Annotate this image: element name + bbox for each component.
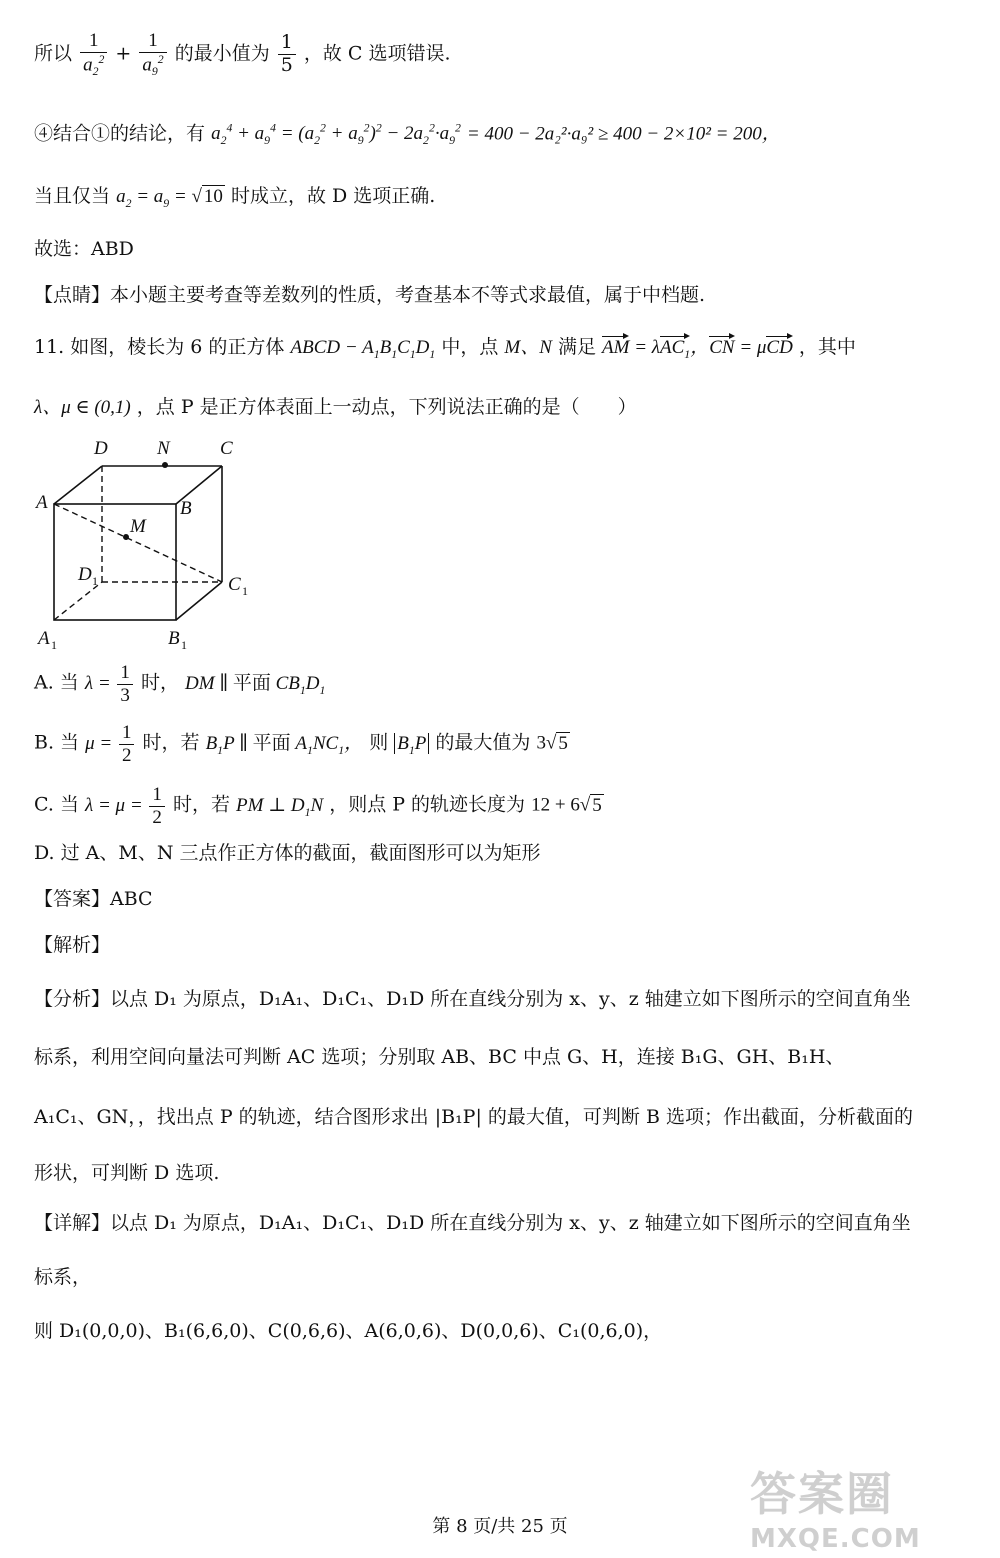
cube-figure bbox=[34, 432, 264, 654]
line-item4 bbox=[34, 122, 781, 148]
lambda-mu-range: λ、μ ∈ (0,1) bbox=[34, 397, 131, 418]
stem-part2: 中，点 bbox=[441, 336, 499, 358]
option-C-value: 12 + 6√ 5 bbox=[531, 794, 602, 816]
option-A-tail: 时， bbox=[140, 671, 179, 694]
analysis-line1: 【分析】以点 D₁ 为原点，D₁A₁、D₁C₁、D₁D 所在直线分别为 x、y、z 轴建立如下图所示的空间直角坐 bbox=[34, 988, 911, 1010]
option-D: D. 过 A、M、N 三点作正方体的截面，截面图形可以为矩形 bbox=[34, 842, 541, 864]
text-middle: 的最小值为 bbox=[174, 42, 270, 65]
label-M: M bbox=[130, 516, 146, 537]
point-M bbox=[123, 534, 129, 540]
edge-AD bbox=[54, 466, 102, 504]
line-condition bbox=[34, 185, 435, 211]
option-A-cond: λ = $\frac{1}{3}$ bbox=[85, 673, 135, 694]
option-B-abs: $B_1P$ bbox=[394, 733, 429, 754]
item4-label: ④结合①的结论，有 bbox=[34, 122, 206, 145]
stem-part1: 11. 如图，棱长为 6 的正方体 bbox=[34, 336, 285, 358]
item4-lhs: $a_2^4 + a_9^4 = (a_2^2 + a_9^2)^2 - 2a_2^2\cdot a_9^2$ bbox=[211, 122, 461, 148]
label-C1-sub: 1 bbox=[242, 584, 248, 598]
answer-line: 【答案】ABC bbox=[34, 888, 153, 910]
fraction-one-fifth: $\frac{1}{5}$ bbox=[278, 32, 296, 77]
option-B bbox=[34, 722, 570, 767]
label-B1: B bbox=[168, 628, 180, 649]
option-B-tail3: 的最大值为 bbox=[435, 731, 531, 754]
problem11-stem-line2 bbox=[34, 396, 637, 420]
analysis-line2: 标系，利用空间向量法可判断 AC 选项；分别取 AB、BC 中点 G、H，连接 B₁G、GH、B₁H、 bbox=[34, 1046, 845, 1068]
problem11-stem-line1 bbox=[34, 336, 856, 362]
condition-prefix: 当且仅当 bbox=[34, 185, 111, 207]
option-C-prefix: C. 当 bbox=[34, 793, 79, 816]
label-A: A bbox=[36, 492, 48, 513]
watermark-logo bbox=[750, 1458, 990, 1554]
label-A1: A bbox=[38, 628, 50, 649]
detail-line1: 【详解】以点 D₁ 为原点，D₁A₁、D₁C₁、D₁D 所在直线分别为 x、y、z 轴建立如下图所示的空间直角坐 bbox=[34, 1212, 911, 1234]
point-N bbox=[162, 462, 168, 468]
label-C1: C bbox=[228, 574, 241, 595]
label-B1-sub: 1 bbox=[181, 638, 187, 652]
option-C-cond: λ = μ = $\frac{1}{2}$ bbox=[85, 795, 167, 816]
label-D1-sub: 1 bbox=[92, 574, 98, 588]
option-B-plane: $B_1P$ ∥ 平面 $A_1NC_1$， bbox=[205, 732, 364, 757]
option-B-cond: μ = $\frac{1}{2}$ bbox=[85, 733, 136, 754]
label-A1-sub: 1 bbox=[51, 638, 57, 652]
analysis-line4: 形状，可判断 D 选项. bbox=[34, 1162, 220, 1184]
text-suffix: ，故 C 选项错误. bbox=[303, 42, 451, 65]
points-mn: M、N bbox=[504, 337, 552, 358]
label-C: C bbox=[220, 438, 233, 459]
cube-name: ABCD − $A_1B_1C_1D_1$ bbox=[290, 337, 436, 361]
page-footer: 第 8 页/共 25 页 bbox=[432, 1516, 568, 1537]
condition-suffix: 时成立，故 D 选项正确. bbox=[230, 185, 436, 207]
option-B-tail2: 则 bbox=[369, 731, 389, 754]
label-N: N bbox=[157, 438, 170, 459]
front-face bbox=[54, 504, 176, 620]
detail-line2: 标系， bbox=[34, 1266, 92, 1288]
option-C bbox=[34, 784, 604, 829]
edge-B1C1 bbox=[176, 582, 222, 620]
analysis-line3: A₁C₁、GN，，找出点 P 的轨迹，结合图形求出 |B₁P| 的最大值，可判断 B 选项；作出截面，分析截面的 bbox=[34, 1106, 913, 1128]
option-A-math: DM ∥ 平面 $CB_1D_1$ bbox=[185, 672, 326, 697]
stem-line2-text: ，点 P 是正方体表面上一动点，下列说法正确的是（ ） bbox=[136, 396, 637, 418]
fraction-1-over-a9sq: $\frac{1}{a_9^2}$ bbox=[139, 30, 166, 79]
option-B-value: 3√ 5 bbox=[536, 732, 568, 754]
option-C-tail2: ，则点 P 的轨迹长度为 bbox=[329, 793, 526, 816]
option-A-prefix: A. 当 bbox=[34, 671, 79, 694]
detail-line3: 则 D₁(0,0,0)、B₁(6,6,0)、C(0,6,6)、A(6,0,6)、D(0,0,6)、C₁(0,6,0)， bbox=[34, 1320, 663, 1342]
line-min-value bbox=[34, 30, 451, 79]
item4-equation: = 400 − 2a₂²·a₉² ≥ 400 − 2×10² = 200， bbox=[466, 123, 781, 145]
watermark-line2: MXQE.COM bbox=[750, 1524, 921, 1554]
label-D1: D bbox=[78, 564, 92, 585]
stem-part4: ，其中 bbox=[798, 336, 856, 358]
comment-line: 【点睛】本小题主要考查等差数列的性质，考查基本不等式求最值，属于中档题. bbox=[34, 284, 706, 306]
option-C-tail: 时，若 bbox=[172, 793, 230, 816]
plus-sign: + bbox=[115, 42, 132, 65]
label-B: B bbox=[180, 498, 192, 519]
option-B-prefix: B. 当 bbox=[34, 731, 80, 754]
stem-part3: 满足 bbox=[557, 336, 596, 358]
watermark-line1: 答案圈 bbox=[750, 1467, 894, 1521]
answer-choice: 故选：ABD bbox=[34, 238, 134, 260]
option-B-tail: 时，若 bbox=[142, 731, 200, 754]
condition-math: $a_2 = a_9$ = √ 10 bbox=[116, 186, 223, 210]
option-C-perp: PM ⊥ $D_1N$ bbox=[236, 794, 324, 819]
analysis-title: 【解析】 bbox=[34, 934, 111, 956]
label-D: D bbox=[94, 438, 108, 459]
option-A bbox=[34, 662, 325, 707]
text-prefix: 所以 bbox=[34, 42, 73, 65]
vector-relations: AM = λAC$_1$，CN = μCD bbox=[602, 337, 793, 361]
fraction-1-over-a2sq: $\frac{1}{a_2^2}$ bbox=[80, 30, 107, 79]
